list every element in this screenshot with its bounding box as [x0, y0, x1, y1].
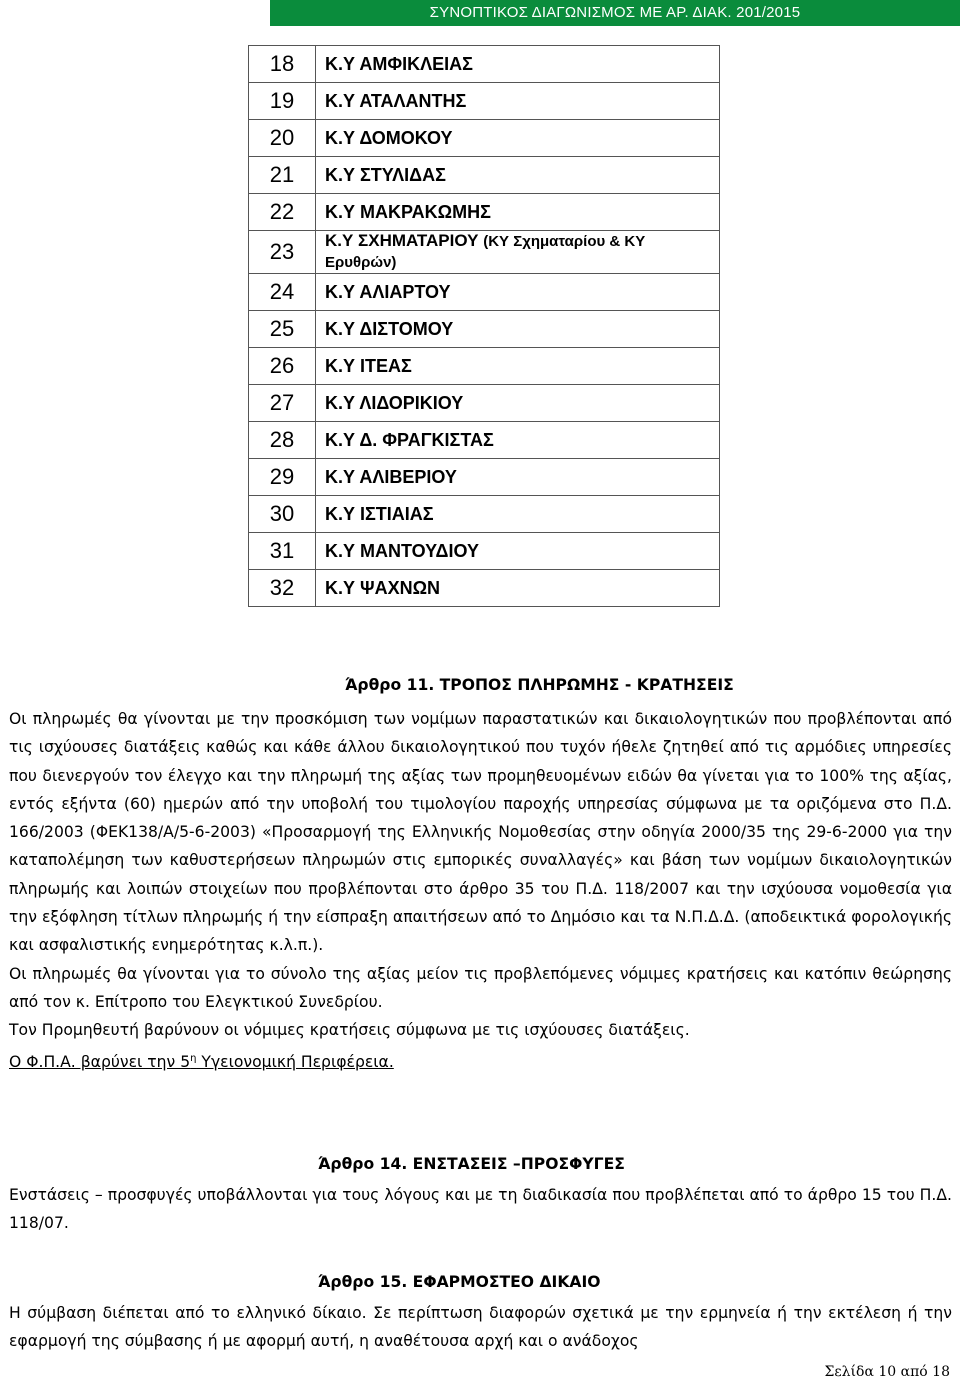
table-row	[249, 120, 720, 157]
health-center-name	[316, 422, 720, 459]
health-center-name	[316, 311, 720, 348]
row-number: 29	[249, 459, 316, 496]
table-row	[249, 83, 720, 120]
health-center-name-text: Κ.Υ ΣΧΗΜΑΤΑΡΙΟΥ	[325, 231, 479, 250]
health-center-name-text: Κ.Υ ΜΑΝΤΟΥΔΙΟΥ	[325, 540, 479, 561]
vat-text-b: Υγειονομική Περιφέρεια.	[196, 1052, 394, 1071]
article-15-paragraph-1: Η σύμβαση διέπεται από το ελληνικό δίκαιο. Σε περίπτωση διαφορών σχετικά με την ερμηνεία ή την εκτέλεση ή την εφαρμογή της σύμβασης ή με αφορμή αυτή, η αναθέτουσα αρχή και ο ανάδοχος	[9, 1304, 952, 1351]
health-center-name	[316, 459, 720, 496]
article-15-body	[0, 1299, 960, 1356]
page-number-footer: Σελίδα 10 από 18	[824, 1364, 950, 1380]
article-11-paragraph-3: Τον Προμηθευτή βαρύνουν οι νόμιμες κρατήσεις σύμφωνα με τις ισχύουσες διατάξεις.	[9, 1021, 690, 1040]
table-row	[249, 231, 720, 274]
table-row	[249, 533, 720, 570]
row-number: 28	[249, 422, 316, 459]
row-number: 30	[249, 496, 316, 533]
article-14-heading: Άρθρο 14. ΕΝΣΤΑΣΕΙΣ –ΠΡΟΣΦΥΓΕΣ	[318, 1155, 625, 1173]
row-number: 21	[249, 157, 316, 194]
article-11-paragraph-1: Οι πληρωμές θα γίνονται με την προσκόμιση των νομίμων παραστατικών και δικαιολογητικών που προβλέπονται από τις ισχύουσες διατάξεις καθώς και κάθε άλλου δικαιολογητικού που τυχόν ήθελε ζητηθεί από τις αρμόδιες υπηρεσίες που διενεργούν τον έλεγχο και την πληρωμή της αξίας των προμηθευομένων ειδών θα γίνεται για το 100% της αξίας, εντός εξήντα (60) ημερών από την υποβολή του τιμολογίου παροχής υπηρεσίας σύμφωνα με τα οριζόμενα στο Π.Δ. 166/2003 (ΦΕΚ138/Α/5-6-2003) «Προσαρμογή της Ελληνικής Νομοθεσίας στην οδηγία 2000/35 της 29-6-2000 για την καταπολέμηση των καθυστερήσεων πληρωμών στις εμπορικές συναλλαγές» και βάση των νομίμων δικαιολογητικών πληρωμής και λοιπών στοιχείων που προβλέπονται στο άρθρο 35 του Π.Δ. 118/2007 και την ισχύουσα νομοθεσία για την εξόφληση τίτλων πληρωμής ή την είσπραξη απαιτήσεων από το Δημόσιο και τα Ν.Π.Δ.Δ. (αποδεικτικά φορολογικής και ασφαλιστικής ενημερότητας κ.λ.π.).	[9, 710, 952, 955]
table-row	[249, 459, 720, 496]
row-number: 18	[249, 46, 316, 83]
article-14-body	[0, 1181, 960, 1238]
health-center-name	[316, 274, 720, 311]
health-center-name-text: Κ.Υ ΣΤΥΛΙΔΑΣ	[325, 164, 446, 185]
table-row	[249, 385, 720, 422]
health-center-name	[316, 194, 720, 231]
table-row	[249, 422, 720, 459]
health-center-name-text: Κ.Υ ΑΜΦΙΚΛΕΙΑΣ	[325, 53, 473, 74]
row-number: 27	[249, 385, 316, 422]
row-number: 23	[249, 231, 316, 274]
health-center-name	[316, 83, 720, 120]
row-number: 31	[249, 533, 316, 570]
article-11-paragraph-2: Οι πληρωμές θα γίνονται για το σύνολο της αξίας μείον τις προβλεπόμενες νόμιμες κρατήσεις και κατόπιν θεώρησης από τον κ. Επίτροπο του Ελεγκτικού Συνεδρίου.	[9, 964, 952, 1011]
row-number: 26	[249, 348, 316, 385]
health-center-name-text: Κ.Υ ΑΛΙΒΕΡΙΟΥ	[325, 466, 457, 487]
health-center-name-text: Κ.Υ ΨΑΧΝΩΝ	[325, 577, 441, 598]
health-center-name-text: Κ.Υ ΜΑΚΡΑΚΩΜΗΣ	[325, 201, 491, 222]
table-row	[249, 348, 720, 385]
health-center-name-text: Κ.Υ ΔΙΣΤΟΜΟΥ	[325, 318, 454, 339]
health-center-name	[316, 120, 720, 157]
health-center-name	[316, 496, 720, 533]
health-center-name-text: Κ.Υ ΙΤΕΑΣ	[325, 355, 412, 376]
table-row	[249, 274, 720, 311]
article-11-paragraph-4	[9, 1045, 952, 1076]
table-row	[249, 46, 720, 83]
health-center-name	[316, 231, 720, 274]
row-number: 24	[249, 274, 316, 311]
row-number: 22	[249, 194, 316, 231]
article-11-heading: Άρθρο 11. ΤΡΟΠΟΣ ΠΛΗΡΩΜΗΣ - ΚΡΑΤΗΣΕΙΣ	[345, 676, 734, 694]
health-center-name	[316, 157, 720, 194]
health-center-name	[316, 348, 720, 385]
table-row	[249, 570, 720, 607]
row-number: 32	[249, 570, 316, 607]
health-center-name-text: Κ.Υ ΙΣΤΙΑΙΑΣ	[325, 503, 434, 524]
vat-text-a: Ο Φ.Π.Α. βαρύνει την 5	[9, 1052, 191, 1071]
table-row	[249, 194, 720, 231]
health-center-note: (ΚΥ Σχηματαρίου & ΚΥ Ερυθρών)	[325, 233, 646, 271]
health-center-name-text: Κ.Υ ΔΟΜΟΚΟΥ	[325, 127, 453, 148]
vat-text-sup: η	[190, 1052, 197, 1064]
health-center-name-text: Κ.Υ ΑΤΑΛΑΝΤΗΣ	[325, 90, 467, 111]
health-center-name-text: Κ.Υ ΛΙΔΟΡΙΚΙΟΥ	[325, 392, 464, 413]
article-15-heading: Άρθρο 15. ΕΦΑΡΜΟΣΤΕΟ ΔΙΚΑΙΟ	[318, 1273, 601, 1291]
row-number: 25	[249, 311, 316, 348]
table-row	[249, 157, 720, 194]
health-center-name	[316, 533, 720, 570]
health-center-name	[316, 46, 720, 83]
article-11-body	[0, 705, 960, 1076]
health-center-name	[316, 385, 720, 422]
health-center-name-text: Κ.Υ Δ. ΦΡΑΓΚΙΣΤΑΣ	[325, 429, 494, 450]
row-number: 19	[249, 83, 316, 120]
table-row	[249, 311, 720, 348]
health-center-name	[316, 570, 720, 607]
row-number: 20	[249, 120, 316, 157]
table-row	[249, 496, 720, 533]
health-centers-table	[248, 45, 720, 607]
health-center-name-text: Κ.Υ ΑΛΙΑΡΤΟΥ	[325, 281, 451, 302]
article-14-paragraph-1: Ενστάσεις – προσφυγές υποβάλλονται για τους λόγους και με τη διαδικασία που προβλέπεται από το άρθρο 15 του Π.Δ. 118/07.	[9, 1186, 952, 1233]
document-header-banner: ΣΥΝΟΠΤΙΚΟΣ ΔΙΑΓΩΝΙΣΜΟΣ ΜΕ ΑΡ. ΔΙΑΚ. 201/2015	[270, 0, 960, 26]
